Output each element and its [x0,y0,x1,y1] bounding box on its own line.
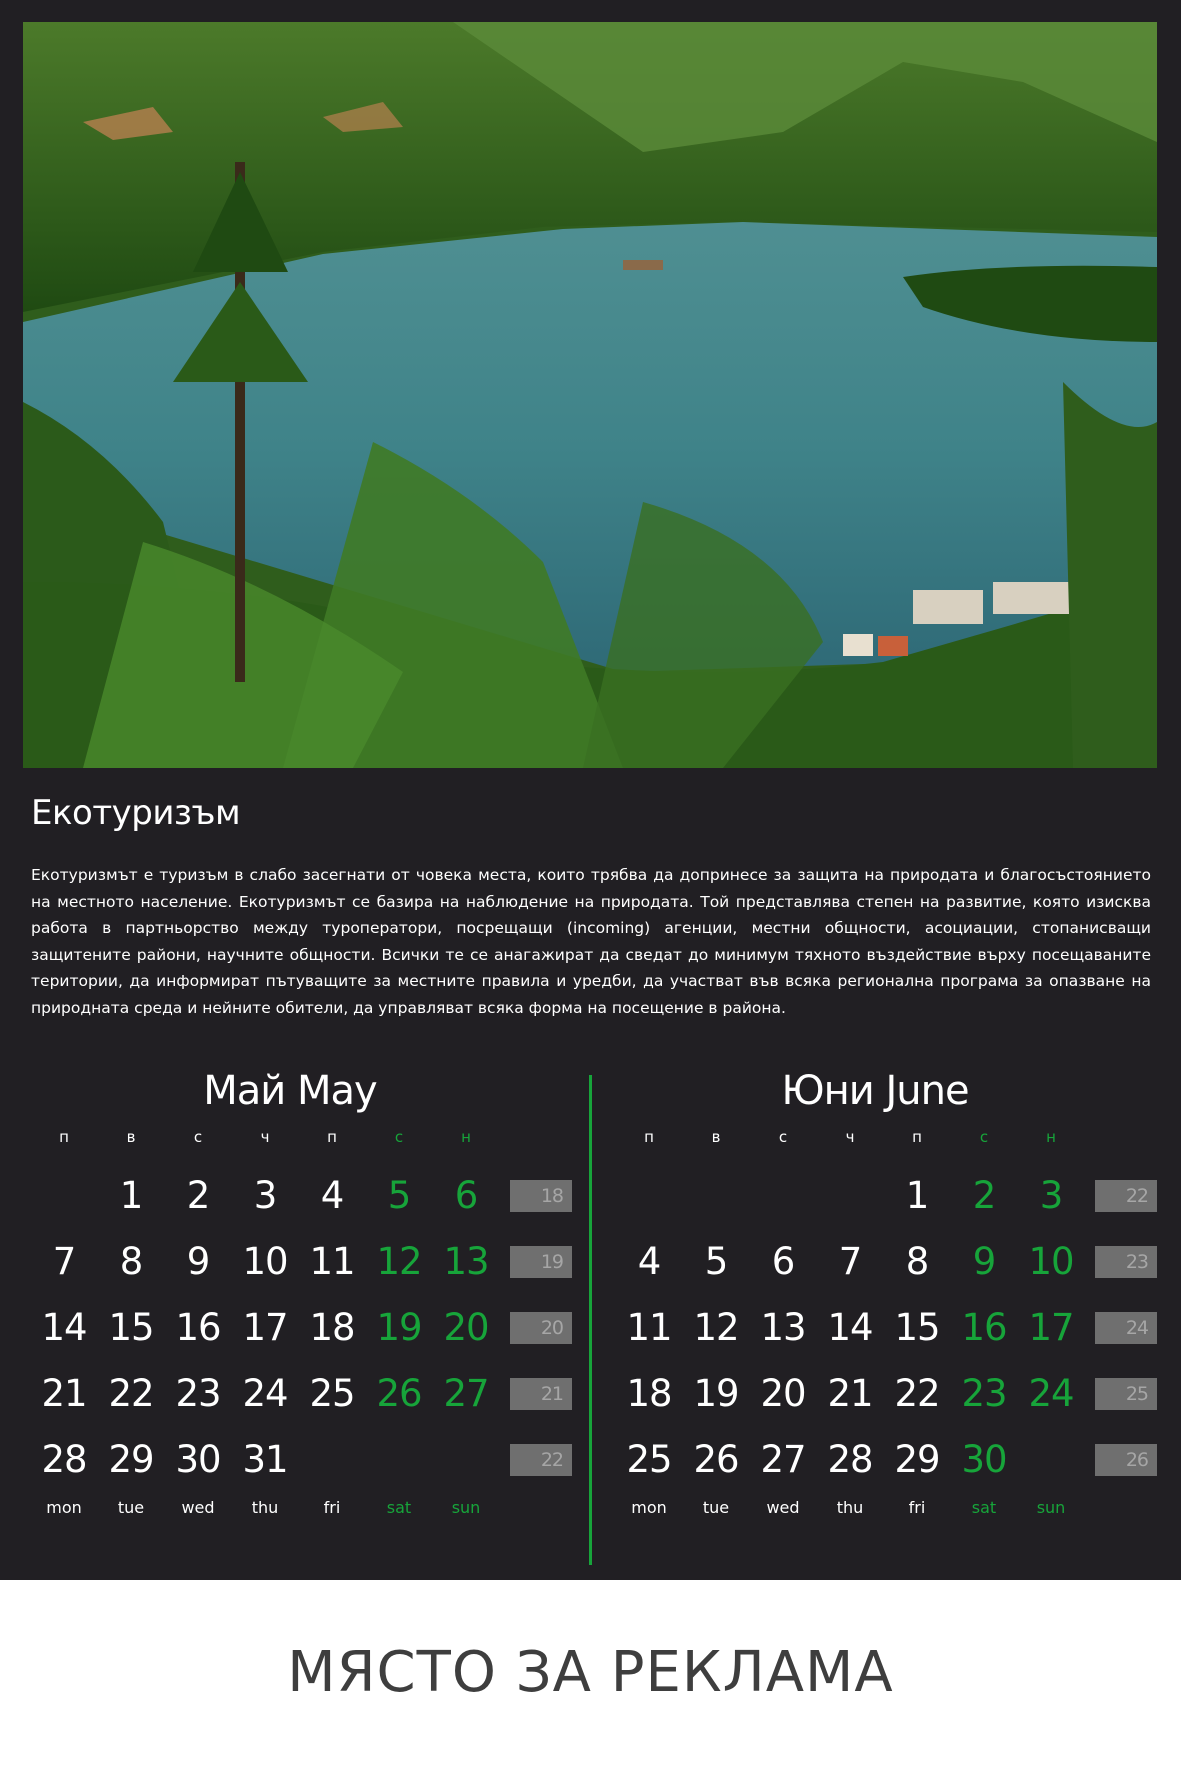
week-number-box: 26 [1095,1444,1157,1476]
weekday-label-en: thu [836,1498,864,1517]
day-cell: 13 [443,1240,489,1283]
day-cell: 18 [309,1306,355,1349]
weekday-label-bg: п [59,1128,69,1146]
weekday-label-bg: в [126,1128,136,1146]
day-cell: 31 [242,1438,288,1481]
weekday-label-en: sat [386,1498,412,1517]
weekday-label-bg: с [979,1128,989,1146]
day-cell: 17 [1028,1306,1074,1349]
day-cell: 20 [443,1306,489,1349]
day-cell: 22 [108,1372,154,1415]
weekday-label-en: sat [971,1498,997,1517]
weekday-label-bg: н [1046,1128,1056,1146]
day-cell: 13 [760,1306,806,1349]
day-cell: 10 [1028,1240,1074,1283]
month-title: Юни June [781,1068,969,1114]
day-cell: 3 [253,1174,277,1217]
weekday-label-en: wed [181,1498,215,1517]
week-number-box: 25 [1095,1378,1157,1410]
weekday-label-en: mon [631,1498,667,1517]
day-cell: 27 [760,1438,806,1481]
day-cell: 6 [454,1174,478,1217]
day-cell: 1 [905,1174,929,1217]
day-cell: 24 [1028,1372,1074,1415]
day-cell: 12 [693,1306,739,1349]
day-cell: 20 [760,1372,806,1415]
week-number-box: 24 [1095,1312,1157,1344]
day-cell: 2 [186,1174,210,1217]
day-cell: 24 [242,1372,288,1415]
day-cell: 15 [108,1306,154,1349]
day-cell: 5 [704,1240,728,1283]
ad-placeholder: МЯСТО ЗА РЕКЛАМА [287,1640,894,1705]
day-cell: 9 [972,1240,996,1283]
day-cell: 25 [626,1438,672,1481]
day-cell: 16 [175,1306,221,1349]
day-cell: 23 [961,1372,1007,1415]
day-cell: 7 [52,1240,76,1283]
day-cell: 12 [376,1240,422,1283]
weekday-label-en: fri [908,1498,926,1517]
day-cell: 17 [242,1306,288,1349]
lake-photo [23,22,1157,768]
day-cell: 22 [894,1372,940,1415]
day-cell: 9 [186,1240,210,1283]
month-may [30,1060,580,1580]
weekday-label-bg: с [394,1128,404,1146]
weekday-label-en: fri [323,1498,341,1517]
weekday-label-en: thu [251,1498,279,1517]
day-cell: 8 [905,1240,929,1283]
day-cell: 21 [41,1372,87,1415]
month-title: Май May [203,1068,377,1114]
weekday-label-bg: с [778,1128,788,1146]
day-cell: 28 [41,1438,87,1481]
day-cell: 18 [626,1372,672,1415]
weekday-label-bg: н [461,1128,471,1146]
day-cell: 11 [626,1306,672,1349]
weekday-label-en: sun [1036,1498,1066,1517]
day-cell: 14 [41,1306,87,1349]
day-cell: 29 [108,1438,154,1481]
week-number-box: 19 [510,1246,572,1278]
day-cell: 11 [309,1240,355,1283]
month-divider [589,1075,592,1565]
day-cell: 21 [827,1372,873,1415]
week-number-box: 22 [510,1444,572,1476]
week-number-box: 21 [510,1378,572,1410]
day-cell: 27 [443,1372,489,1415]
day-cell: 10 [242,1240,288,1283]
weekday-label-en: wed [766,1498,800,1517]
day-cell: 19 [693,1372,739,1415]
week-number-box: 22 [1095,1180,1157,1212]
day-cell: 14 [827,1306,873,1349]
day-cell: 28 [827,1438,873,1481]
day-cell: 26 [693,1438,739,1481]
day-cell: 4 [320,1174,344,1217]
weekday-label-bg: в [711,1128,721,1146]
day-cell: 15 [894,1306,940,1349]
weekday-label-bg: п [644,1128,654,1146]
description-text: Екотуризмът е туризъм в слабо засегнати от човека места, които трябва да допринесе за защита на природата и благосъстоянието на местното население. Екотуризмът се базира на наблюдение на природата. Той представлява степен на развитие, която изисква работа в партньорство между туроператори, посрещащи (incoming) агенции, местни общности, асоциации, стопанисващи защитените райони, научните общности. Всички те се анагажират да сведат до минимум тяхното въздействие върху посещаваните територии, да информират пътуващите за местните правила и уредби, да участват във всяка регионална програма за опазване на природната среда и нейните обители, да управляват всяка форма на посещение в района. [31,866,1151,1017]
day-cell: 1 [119,1174,143,1217]
weekday-label-bg: п [912,1128,922,1146]
month-june [615,1060,1165,1580]
page-title: Екотуризъм [31,793,241,833]
weekday-label-bg: с [193,1128,203,1146]
day-cell: 2 [972,1174,996,1217]
day-cell: 8 [119,1240,143,1283]
day-cell: 7 [838,1240,862,1283]
day-cell: 30 [175,1438,221,1481]
weekday-label-en: sun [451,1498,481,1517]
day-cell: 25 [309,1372,355,1415]
weekday-label-bg: ч [260,1128,270,1146]
weekday-label-en: tue [117,1498,145,1517]
day-cell: 3 [1039,1174,1063,1217]
weekday-label-en: mon [46,1498,82,1517]
day-cell: 5 [387,1174,411,1217]
day-cell: 23 [175,1372,221,1415]
day-cell: 29 [894,1438,940,1481]
day-cell: 19 [376,1306,422,1349]
week-number-box: 23 [1095,1246,1157,1278]
weekday-label-bg: ч [845,1128,855,1146]
day-cell: 4 [637,1240,661,1283]
day-cell: 16 [961,1306,1007,1349]
day-cell: 30 [961,1438,1007,1481]
day-cell: 26 [376,1372,422,1415]
weekday-label-bg: п [327,1128,337,1146]
weekday-label-en: tue [702,1498,730,1517]
week-number-box: 18 [510,1180,572,1212]
day-cell: 6 [771,1240,795,1283]
week-number-box: 20 [510,1312,572,1344]
